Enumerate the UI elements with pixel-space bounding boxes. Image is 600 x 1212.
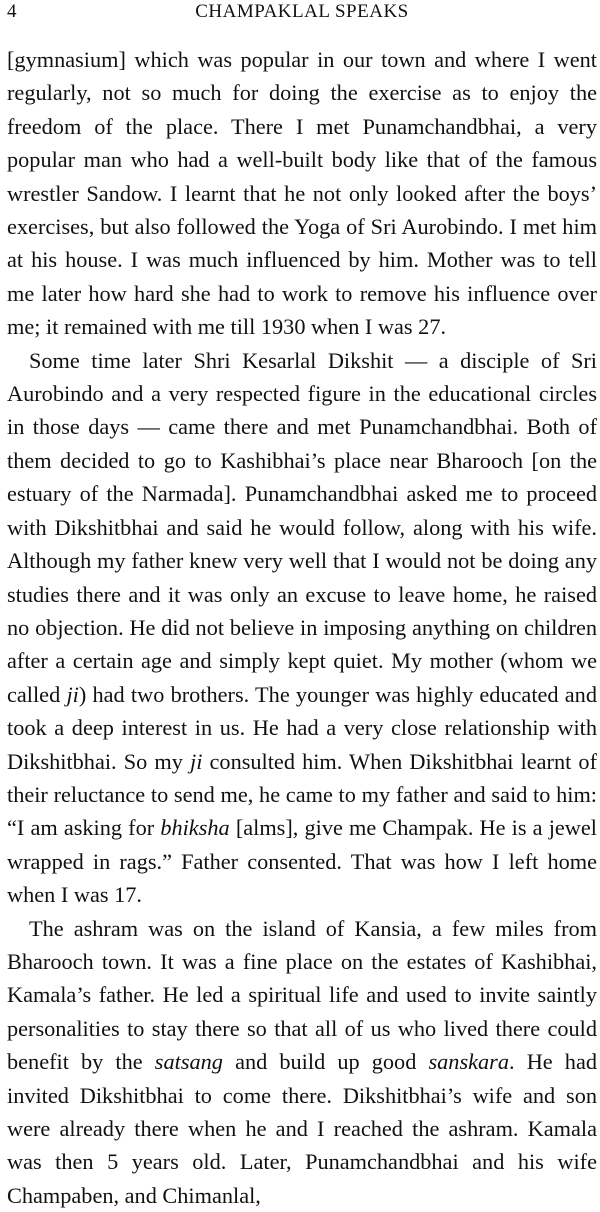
text-run: Some time later Shri Kesarlal Dikshit — a disciple of Sri Aurobindo and a very respected figure in the educational circles in those days — came there and met Punamchandbhai. Both of them decided to go to Kashibhai’s place near Bharooch [on the estuary of the Narmada]. Punamchandbhai asked me to proceed with Dikshitbhai and said he would follow, along with his wife. Although my father knew very well that I would not be doing any studies there and it was only an excuse to leave home, he raised no objection. He did not believe in imposing anything on children after a certain age and simply kept quiet. My mother (whom we called (7, 347, 597, 707)
italic-term: ji (66, 681, 79, 707)
text-run: and build up good (222, 1049, 429, 1075)
text-run: ) had two brothers. The younger was highly educated and took a deep interest in us. He had a very close relationship with Dikshitbhai. So my (7, 681, 597, 774)
text-run: . He had invited Dikshitbhai to come there. Dikshitbhai’s wife and son were already there when he and I reached the ashram. Kamala was then 5 years old. Later, Punamchandbhai and his wife Champaben, and Chimanlal, (7, 1049, 597, 1208)
running-head (7, 0, 597, 26)
paragraph-2 (7, 344, 597, 912)
italic-term: ji (190, 748, 203, 774)
page-number: 4 (7, 1, 17, 22)
text-run: [alms], give me Champak. He is a jewel wrapped in rags.” Father consented. That was how I left home when I was 17. (7, 815, 597, 908)
paragraph-1 (7, 43, 597, 344)
italic-term: bhiksha (160, 815, 230, 841)
running-title: CHAMPAKLAL SPEAKS (195, 1, 409, 22)
text-run: [gymnasium] which was popular in our town and where I went regularly, not so much for doing the exercise as to enjoy the freedom of the place. There I met Punamchandbhai, a very popular man who had a well-built body like that of the famous wrestler Sandow. I learnt that he not only looked after the boys’ exercises, but also followed the Yoga of Sri Aurobindo. I met him at his house. I was much influenced by him. Mother was to tell me later how hard she had to work to remove his influence over me; it remained with me till 1930 when I was 27. (7, 47, 597, 340)
text-run: The ashram was on the island of Kansia, a few miles from Bharooch town. It was a fine place on the estates of Kashibhai, Kamala’s father. He led a spiritual life and used to invite saintly personalities to stay there so that all of us who lived there could benefit by the (7, 915, 597, 1075)
text-run: consulted him. When Dikshitbhai learnt of their reluctance to send me, he came to my father and said to him: “I am asking for (7, 748, 598, 841)
italic-term: satsang (154, 1049, 223, 1075)
paragraph-3 (7, 912, 597, 1212)
italic-term: sanskara (428, 1049, 509, 1075)
